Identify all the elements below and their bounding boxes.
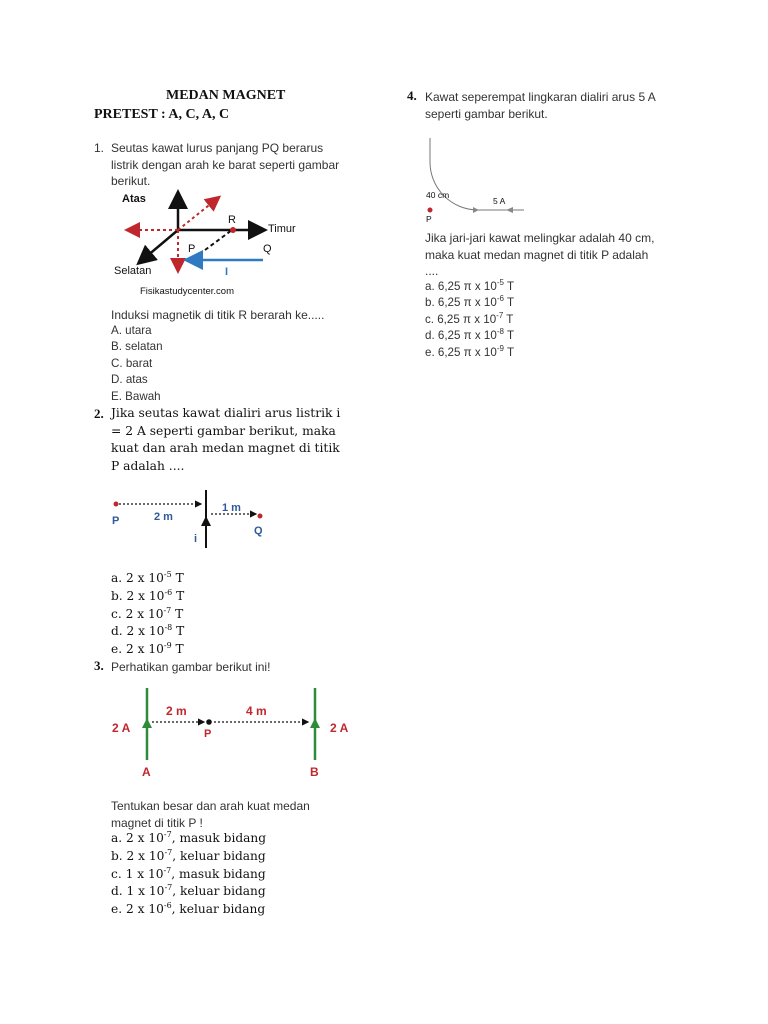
q1-option: E. Bawah [111,389,161,403]
label-atas: Atas [122,193,146,205]
q1-text-line: listrik dengan arah ke barat seperti gambar [111,157,340,172]
pretest-answers: PRETEST : A, C, A, C [94,107,230,122]
q1-prompt: Induksi magnetik di titik R berarah ke..... [111,308,325,322]
q3-option: a. 2 x $10^{-7}$, masuk bidang [111,829,267,845]
label-dist-right: 4 m [246,704,267,718]
point-p [428,208,433,213]
red-arrow-north [178,198,218,230]
q3-option: d. 1 x $10^{-7}$, keluar bidang [111,883,266,899]
q1-option: B. selatan [111,340,163,354]
q2-figure [108,486,278,548]
label-p: P [112,515,120,527]
q3-figure [108,688,358,780]
q4-text-line: Kawat seperempat lingkaran dialiri arus 5 A [425,90,656,104]
label-i: i [194,533,198,545]
dashed-pr [205,230,232,250]
q4-options [425,279,514,361]
label-b: B [310,765,319,779]
label-1m: 1 m [222,502,241,514]
q3-prompt-line: magnet di titik P ! [111,815,203,830]
point-p [206,719,212,725]
q4-prompt [425,230,725,280]
wire-b-arrow [310,718,320,728]
q1-text-line: berikut. [111,174,151,189]
q1-text [111,140,381,190]
q2-number: 2. [94,406,104,421]
label-p: P [188,243,196,255]
q3-intro: Perhatikan gambar berikut ini! [111,660,271,674]
q2-option: c. 2 x $10^{-7}$ T [111,605,184,621]
q1-options [111,323,163,405]
q4-number: 4. [407,88,417,103]
label-2m: 2 m [154,511,173,523]
current-arrow [201,516,211,526]
q4-text-line: seperti gambar berikut. [425,106,548,121]
q1-option: A. utara [111,324,152,337]
q3-option: b. 2 x $10^{-7}$, keluar bidang [111,847,266,863]
label-current-right: 2 A [330,721,349,735]
q2-option: a. 2 x $10^{-5}$ T [111,569,184,585]
q4-option: a. 6,25 π x $10^{-5}$ T [425,278,515,293]
q3-option: c. 1 x $10^{-7}$, masuk bidang [111,865,266,881]
wire-arc [430,162,478,210]
label-current-left: 2 A [112,721,131,735]
label-q: Q [263,243,272,255]
axis-south [140,230,178,262]
q4-prompt-line: .... [425,264,439,279]
label-a: A [142,765,151,779]
label-current: 5 A [493,196,506,206]
label-q: Q [254,525,263,537]
q4-option: c. 6,25 π x $10^{-7}$ T [425,310,514,326]
q2-text-line: P adalah .... [111,458,185,473]
q3-number: 3. [94,658,104,673]
label-timur: Timur [268,223,296,235]
q2-option: e. 2 x $10^{-9}$ T [111,641,184,657]
q3-prompt [111,798,310,831]
wire-a-arrow [142,718,152,728]
q3-options [111,830,266,919]
q1-option: D. atas [111,373,148,387]
q2-option: d. 2 x $10^{-8}$ T [111,623,185,639]
q4-prompt-line: Jika jari-jari kawat melingkar adalah 40 cm, [425,231,655,245]
q2-option: b. 2 x $10^{-6}$ T [111,587,185,603]
label-r: R [228,214,236,226]
q2-text-line: = 2 A seperti gambar berikut, maka [111,423,336,438]
q4-option: e. 6,25 π x $10^{-9}$ T [425,343,515,359]
q1-figure [108,186,308,298]
q1-number: 1. [94,141,105,155]
q1-option: C. barat [111,356,153,370]
point-r [230,227,236,233]
label-selatan: Selatan [114,265,152,277]
q4-text [425,89,725,122]
label-p: P [426,214,432,224]
q4-option: d. 6,25 π x $10^{-8}$ T [425,327,515,343]
q2-options [111,570,184,659]
label-dist-left: 2 m [166,704,187,718]
point-q [258,514,263,519]
label-p: P [204,728,212,740]
q3-option: e. 2 x $10^{-6}$, keluar bidang [111,901,266,917]
q4-option: b. 6,25 π x $10^{-6}$ T [425,294,515,310]
figure-credit: Fisikastudycenter.com [140,286,234,297]
q2-text [111,405,386,475]
q2-text-line: kuat dan arah medan magnet di titik [111,441,340,455]
page-title: MEDAN MAGNET [166,88,286,103]
q4-prompt-line: maka kuat medan magnet di titik P adalah [425,247,649,262]
q2-text-line: Jika seutas kawat dialiri arus listrik i [111,406,341,420]
q4-figure [420,136,530,224]
label-radius: 40 cm [426,190,450,200]
point-p [114,502,119,507]
label-i: I [225,266,229,278]
q1-text-line: Seutas kawat lurus panjang PQ berarus [111,141,324,155]
q3-prompt-line: Tentukan besar dan arah kuat medan [111,799,310,813]
current-arrow [506,207,513,213]
